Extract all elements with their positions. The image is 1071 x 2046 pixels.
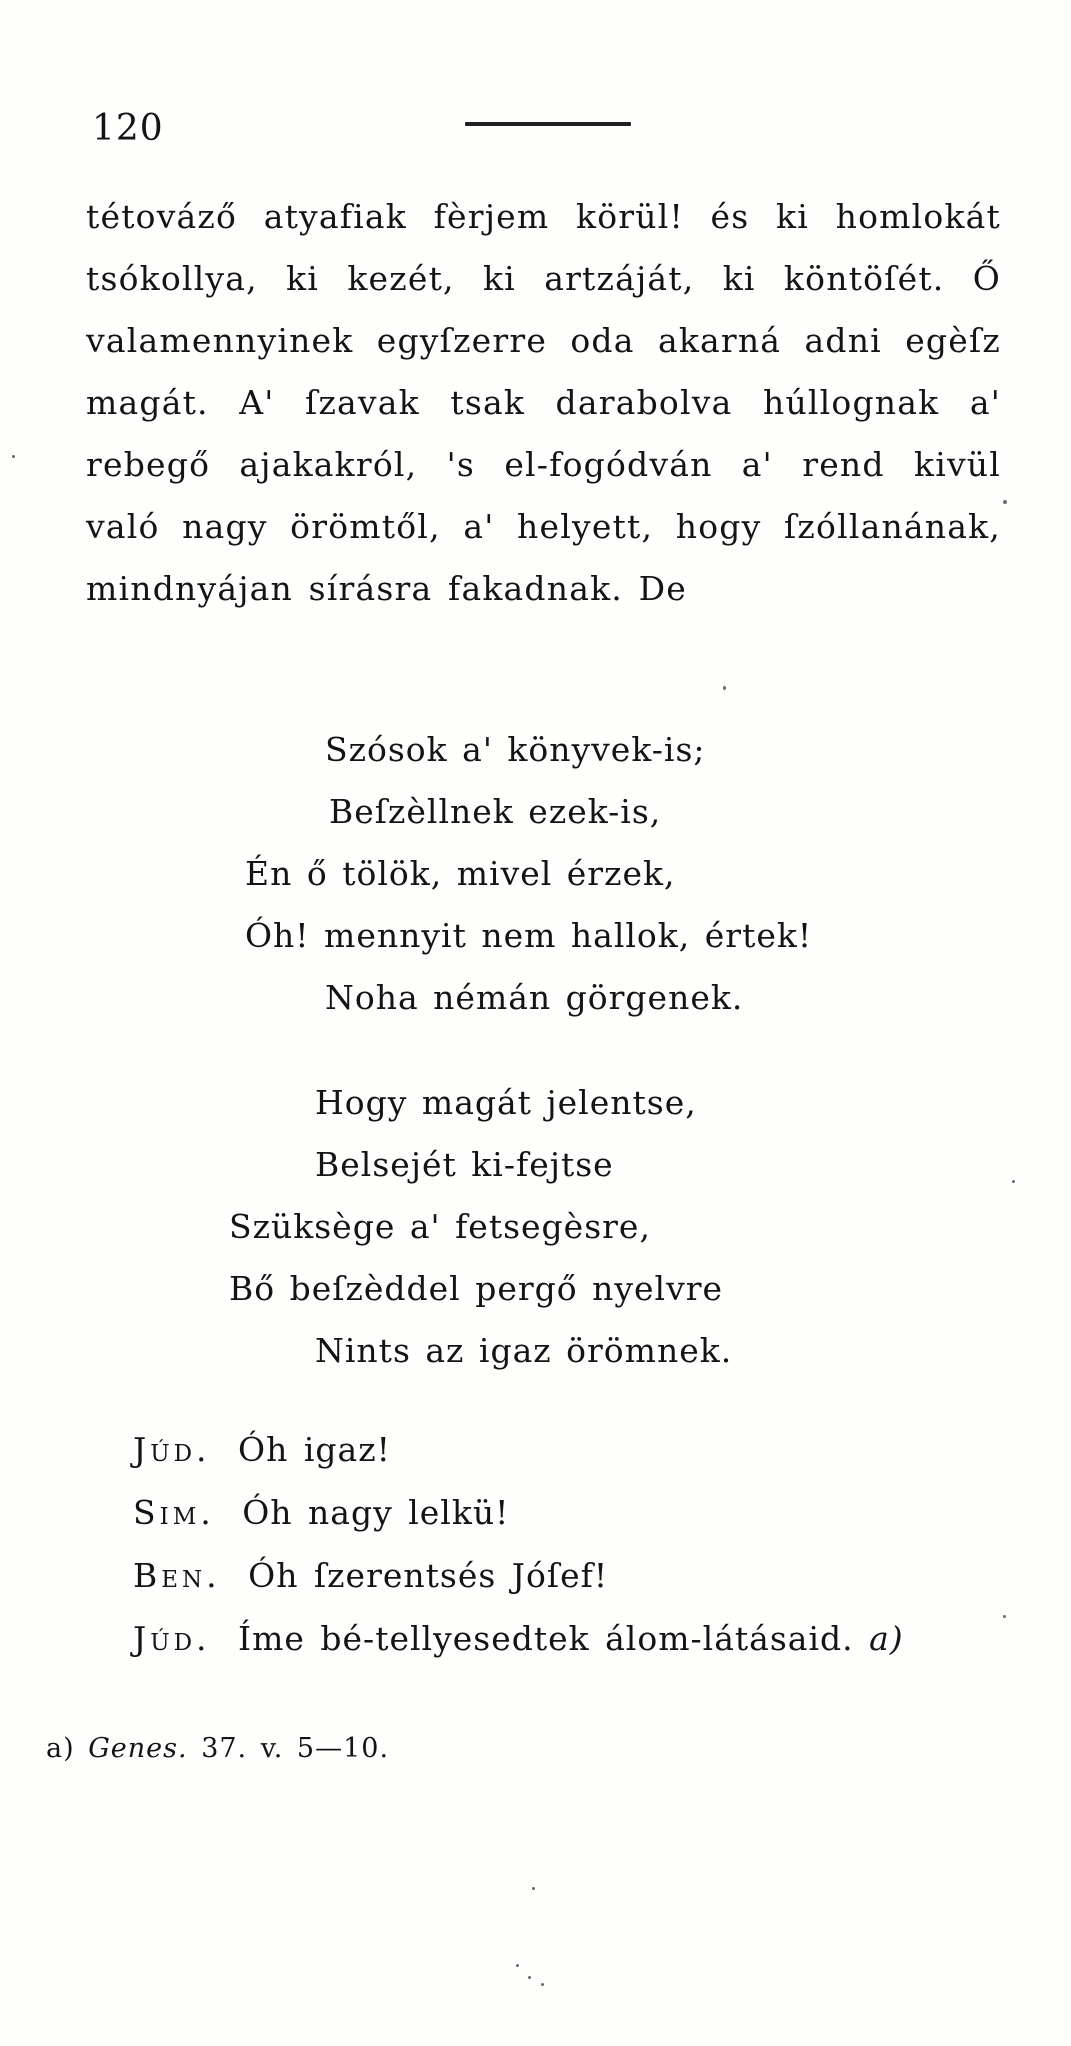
poem-line: Nints az igaz örömnek.	[315, 1331, 733, 1370]
dialogue-text: Íme bé-tellyesedtek álom-látásaid.	[238, 1619, 854, 1658]
dialogue-block	[133, 1418, 904, 1670]
print-speck	[1003, 1615, 1006, 1618]
poem-stanza-2	[229, 1072, 733, 1382]
footnote-reference-mark: a)	[869, 1619, 904, 1658]
poem-stanza-1	[245, 719, 813, 1029]
footnote-verse-ref: 37. v. 5—10.	[201, 1733, 390, 1764]
dialogue-line	[133, 1418, 904, 1481]
page-number: 120	[92, 108, 164, 149]
footnote-mark: a)	[46, 1733, 75, 1764]
speaker-name: Sim.	[133, 1493, 215, 1532]
header-rule	[465, 122, 631, 126]
print-speck	[1003, 500, 1007, 504]
print-speck	[541, 1983, 544, 1986]
footnote	[46, 1733, 389, 1764]
dialogue-text: Óh nagy lelkü!	[242, 1493, 510, 1532]
poem-line: Szüksège a' fetsegèsre,	[229, 1207, 651, 1246]
print-speck	[528, 1976, 531, 1979]
print-speck	[532, 1887, 535, 1890]
speaker-name: Júd.	[133, 1430, 211, 1469]
speaker-name: Ben.	[133, 1556, 221, 1595]
poem-line: Szósok a' könyvek-is;	[325, 730, 706, 769]
print-speck	[723, 686, 726, 690]
poem-line: Óh! mennyit nem hallok, értek!	[245, 916, 813, 955]
dialogue-line	[133, 1544, 904, 1607]
print-speck	[1012, 1180, 1015, 1183]
poem-line: Noha némán görgenek.	[325, 978, 744, 1017]
poem-line: Beſzèllnek ezek-is,	[329, 792, 662, 831]
print-speck	[516, 1964, 519, 1967]
poem-line: Hogy magát jelentse,	[315, 1083, 697, 1122]
dialogue-line	[133, 1607, 904, 1670]
dialogue-text: Óh igaz!	[238, 1430, 391, 1469]
prose-paragraph: tétováző atyafiak fèrjem körül! és ki homlokát tsókollya, ki kezét, ki artzáját, ki köntöſét. Ő valamennyinek egyſzerre oda akarná adni egèſz magát. A' ſzavak tsak darabolva húllognak a' rebegő ajakakról, 's el-fogódván a' rend kivül való nagy örömtől, a' helyett, hogy ſzóllanának, mindnyájan sírásra fakadnak. De	[86, 197, 1001, 608]
dialogue-line	[133, 1481, 904, 1544]
footnote-book-ref: Genes.	[88, 1733, 188, 1764]
poem-line: Belsejét ki-fejtse	[315, 1145, 614, 1184]
poem-line: Bő beſzèddel pergő nyelvre	[229, 1269, 724, 1308]
speaker-name: Júd.	[133, 1619, 211, 1658]
dialogue-text: Óh ſzerentsés Jóſef!	[248, 1556, 609, 1595]
poem-line: Én ő tölök, mivel érzek,	[245, 854, 676, 893]
print-speck	[12, 455, 15, 458]
